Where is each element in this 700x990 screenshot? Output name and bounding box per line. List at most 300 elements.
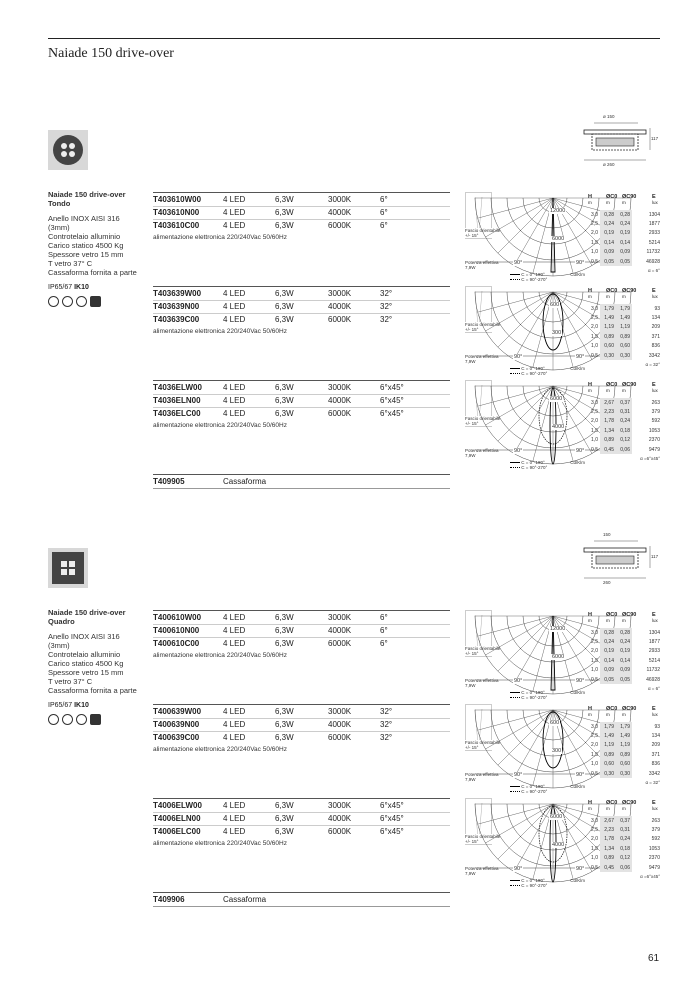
photometry-row [586, 816, 662, 825]
photometry-col [622, 288, 636, 300]
photometry-cell: 5214 [648, 657, 660, 664]
photometry-cell: 0,89 [600, 854, 616, 863]
photometry-row [586, 229, 662, 238]
photometry-cell: 1,5 [591, 657, 598, 664]
photometry-cell: 0,06 [616, 445, 632, 454]
col-unit: m [622, 712, 626, 717]
photometry-row [586, 426, 662, 435]
polar-legend [510, 366, 585, 376]
photometry-cell: 3,0 [591, 629, 598, 636]
photometry-cell: 2933 [648, 230, 660, 237]
photometry-cell: 2,0 [591, 648, 598, 655]
cell: 4 LED [223, 639, 246, 648]
spec-line: Cassaforma fornita a parte [48, 686, 137, 695]
photometry-cell: 209 [651, 324, 660, 331]
dimension-top: 150 [603, 532, 611, 537]
potenza-label: Potenza effettiva 7,9W [465, 448, 499, 458]
photometry-cell: 0,45 [600, 863, 616, 872]
spec-line: Carico statico 4500 Kg [48, 659, 124, 668]
photometry-cell: 0,05 [616, 257, 632, 266]
beam-angle: α = 32° [645, 362, 660, 367]
photometry-row [586, 323, 662, 332]
photometry-cell: 263 [651, 399, 660, 406]
legend-c0 [510, 878, 585, 883]
photometry-row [586, 417, 662, 426]
photometry-row [586, 637, 662, 646]
col-head: H [588, 706, 592, 712]
photometry-cell: 1,0 [591, 437, 598, 444]
photometry-cell: 0,05 [600, 675, 616, 684]
photometry-col [588, 194, 592, 206]
col-unit: m [588, 618, 592, 623]
photometry-cell: 0,14 [616, 656, 632, 665]
product-code: T403639W00 [153, 289, 202, 298]
photometry-cell: 0,5 [591, 446, 598, 453]
group-rule [153, 286, 450, 287]
photometry-cell: 1,0 [591, 761, 598, 768]
product-code: T400639N00 [153, 720, 200, 729]
photometry-col [606, 800, 617, 812]
photometry-cell: 0,28 [600, 210, 616, 219]
spec-line: Controtelaio alluminio [48, 650, 121, 659]
legend-c0 [510, 272, 585, 277]
table-row [153, 612, 450, 624]
col-unit: lux [652, 712, 658, 717]
photometry-cell: 2,0 [591, 418, 598, 425]
photometry-cell: 1,79 [600, 722, 616, 731]
photometry-cell: 0,28 [616, 628, 632, 637]
photometry-cell: 1,78 [600, 835, 616, 844]
cell: 6,3W [275, 383, 294, 392]
product-code: T400610C00 [153, 639, 200, 648]
photometry-cell: 263 [651, 817, 660, 824]
group-rule [153, 192, 450, 193]
ip-rating [48, 702, 89, 709]
polar-label: 6000 [552, 654, 565, 660]
photometry-cell: 0,19 [616, 229, 632, 238]
legend-c0 [510, 460, 585, 465]
cell: 32° [380, 720, 393, 729]
legend-c90-text: C = 90°-270° [521, 789, 548, 794]
photometry-col [588, 800, 592, 812]
photometry-cell: 2,0 [591, 324, 598, 331]
legend-c90-text: C = 90°-270° [521, 883, 548, 888]
polar-label: 6000 [550, 396, 563, 402]
product-code: T403639C00 [153, 315, 200, 324]
photometry-table [586, 816, 662, 872]
photometry-row [586, 407, 662, 416]
photometry-cell: 2,23 [600, 407, 616, 416]
cell: 4 LED [223, 195, 246, 204]
polar-label: 90° [576, 678, 585, 684]
photometry-cell: 0,37 [616, 816, 632, 825]
col-unit: m [622, 200, 626, 205]
cell: 4 LED [223, 409, 246, 418]
triangle-icon [62, 296, 73, 307]
photometry-col [622, 194, 636, 206]
photometry-cell: 1,5 [591, 239, 598, 246]
photometry-table [586, 628, 662, 684]
photometry-col [652, 288, 658, 300]
dimension-drawing [582, 120, 660, 170]
ip-value: IP65/67 [48, 702, 73, 709]
spec-line: Carico statico 4500 Kg [48, 241, 124, 250]
photometry-cell: 1,0 [591, 667, 598, 674]
product-code: T4036ELC00 [153, 409, 201, 418]
legend-c0-text: C = 0°-180° [521, 366, 545, 371]
col-unit: m [606, 712, 610, 717]
photometry-cell: 592 [651, 418, 660, 425]
power-supply-note: alimentazione elettronica 220/240Vac 50/60Hz [153, 422, 287, 429]
photometry-cell: 0,09 [600, 248, 616, 257]
cell: 4 LED [223, 302, 246, 311]
spec-line: T vetro 37° C [48, 259, 93, 268]
table-row [153, 395, 450, 407]
photometry-cell: 0,60 [616, 342, 632, 351]
col-head: ØC0 [606, 800, 618, 806]
power-supply-note: alimentazione elettronica 220/240Vac 50/60Hz [153, 652, 287, 659]
polar-label: 90° [514, 866, 523, 872]
accessory-row [153, 476, 450, 488]
product-code: T400610W00 [153, 613, 202, 622]
col-unit: lux [652, 806, 658, 811]
photometry-cell: 836 [651, 761, 660, 768]
accessory-name: Cassaforma [223, 477, 267, 486]
photometry-cell: 0,5 [591, 352, 598, 359]
cell: 6,3W [275, 409, 294, 418]
cell: 6,3W [275, 613, 294, 622]
polar-label: 90° [576, 354, 585, 360]
col-head: E [652, 706, 656, 712]
cell: 4000K [328, 814, 352, 823]
accessory-bottom-rule [153, 488, 450, 489]
photometry-cell: 1,19 [600, 741, 616, 750]
photometry-cell: 379 [651, 827, 660, 834]
product-image-square [48, 548, 88, 588]
table-row [153, 638, 450, 650]
legend-unit: Cd/Klm [570, 784, 585, 789]
table-row [153, 288, 450, 300]
beam-angle: α = 6° [647, 686, 660, 691]
photometry-cell: 1,0 [591, 343, 598, 350]
cell: 3000K [328, 195, 352, 204]
accessory-code: T409905 [153, 477, 185, 486]
photometry-cell: 2,0 [591, 836, 598, 843]
beam-angle: α = 6° [647, 268, 660, 273]
spec-line: Cassaforma fornita a parte [48, 268, 137, 277]
photometry-row [586, 436, 662, 445]
photometry-cell: 0,37 [616, 398, 632, 407]
potenza-label: Potenza effettiva 7,9W [465, 260, 499, 270]
legend-c0 [510, 690, 585, 695]
product-code: T4006ELC00 [153, 827, 201, 836]
col-head: E [652, 382, 656, 388]
photometry-row [586, 750, 662, 759]
fascio-label: Fascio orientabile +/- 15° [465, 416, 505, 426]
photometry-row [586, 854, 662, 863]
photometry-cell: 0,31 [616, 407, 632, 416]
col-unit: m [588, 294, 592, 299]
cell: 6° [380, 208, 388, 217]
polar-label: 300 [552, 330, 562, 336]
col-head: H [588, 194, 592, 200]
cell: 6,3W [275, 195, 294, 204]
photometry-cell: 209 [651, 742, 660, 749]
photometry-cell: 0,45 [600, 445, 616, 454]
cell: 6,3W [275, 221, 294, 230]
product-code: T400639W00 [153, 707, 202, 716]
cell: 6,3W [275, 707, 294, 716]
photometry-cell: 371 [651, 751, 660, 758]
polar-legend [510, 690, 585, 700]
col-head: ØC90 [622, 288, 637, 294]
photometry-cell: 0,60 [616, 760, 632, 769]
col-head: ØC0 [606, 612, 618, 618]
photometry-cell: 1,49 [600, 731, 616, 740]
photometry-col [652, 706, 658, 718]
photometry-col [606, 194, 617, 206]
photometry-cell: 134 [651, 315, 660, 322]
spec-line: (3mm) [48, 223, 70, 232]
cell: 4 LED [223, 613, 246, 622]
spec-line: Anello INOX AISI 316 [48, 214, 120, 223]
cell: 4 LED [223, 707, 246, 716]
col-unit: m [606, 618, 610, 623]
fascio-label: Fascio orientabile +/- 15° [465, 834, 505, 844]
group-rule [153, 704, 450, 705]
photometry-row [586, 210, 662, 219]
photometry-cell: 3,0 [591, 305, 598, 312]
cell: 6°x45° [380, 814, 404, 823]
col-unit: lux [652, 388, 658, 393]
col-head: ØC0 [606, 288, 618, 294]
photometry-cell: 0,5 [591, 770, 598, 777]
photometry-cell: 0,28 [616, 210, 632, 219]
legend-unit: Cd/Klm [570, 460, 585, 465]
polar-label: 90° [514, 260, 523, 266]
car-icon [90, 714, 101, 725]
col-head: H [588, 382, 592, 388]
group-rule [153, 610, 450, 611]
photometry-col [606, 288, 617, 300]
legend-unit: Cd/Klm [570, 690, 585, 695]
photometry-cell: 0,12 [616, 436, 632, 445]
product-description [48, 608, 148, 695]
cell: 4 LED [223, 814, 246, 823]
cell: 6°x45° [380, 827, 404, 836]
photometry-cell: 0,31 [616, 825, 632, 834]
potenza-label: Potenza effettiva 7,9W [465, 772, 499, 782]
product-code: T403610C00 [153, 221, 200, 230]
photometry-cell: 3342 [648, 770, 660, 777]
cell: 4 LED [223, 733, 246, 742]
product-code: T403610N00 [153, 208, 200, 217]
potenza-label: Potenza effettiva 7,9W [465, 354, 499, 364]
photometry-cell: 0,30 [600, 351, 616, 360]
cell: 6° [380, 626, 388, 635]
photometry-cell: 1,34 [600, 844, 616, 853]
legend-c90 [510, 465, 585, 470]
polar-legend [510, 460, 585, 470]
cell: 6000K [328, 733, 352, 742]
photometry-cell: 0,24 [616, 417, 632, 426]
cell: 32° [380, 289, 393, 298]
photometry-cell: 0,5 [591, 864, 598, 871]
cell: 4000K [328, 720, 352, 729]
col-head: E [652, 288, 656, 294]
cell: 6000K [328, 827, 352, 836]
photometry-cell: 3,0 [591, 723, 598, 730]
photometry-row [586, 219, 662, 228]
photometry-cell: 0,5 [591, 676, 598, 683]
photometry-row [586, 342, 662, 351]
photometry-cell: 9479 [648, 864, 660, 871]
photometry-cell: 0,24 [600, 219, 616, 228]
product-code: T4036ELW00 [153, 383, 202, 392]
cell: 6000K [328, 639, 352, 648]
photometry-row [586, 257, 662, 266]
photometry-cell: 2,0 [591, 742, 598, 749]
photometry-cell: 0,24 [616, 637, 632, 646]
photometry-col [652, 800, 658, 812]
cell: 6,3W [275, 302, 294, 311]
photometry-col [606, 706, 617, 718]
photometry-cell: 1304 [648, 629, 660, 636]
polar-label: 600 [550, 720, 560, 726]
table-row [153, 813, 450, 825]
cell: 4 LED [223, 221, 246, 230]
photometry-cell: 1,5 [591, 845, 598, 852]
ik-label: IK10 [74, 702, 89, 709]
polar-label: 90° [514, 678, 523, 684]
cell: 3000K [328, 613, 352, 622]
polar-label: 90° [576, 260, 585, 266]
gear-icon [76, 296, 87, 307]
table-row [153, 207, 450, 219]
beam-angle: α =6°x45° [640, 874, 660, 879]
photometry-cell: 0,89 [600, 332, 616, 341]
photometry-row [586, 332, 662, 341]
photometry-cell: 371 [651, 333, 660, 340]
photometry-cell: 1,34 [600, 426, 616, 435]
col-head: H [588, 612, 592, 618]
polar-label: 12000 [550, 208, 566, 214]
spec-line: Anello INOX AISI 316 [48, 632, 120, 641]
cell: 4 LED [223, 801, 246, 810]
table-row [153, 800, 450, 812]
photometry-cell: 0,19 [600, 647, 616, 656]
polar-label: 4000 [552, 424, 565, 430]
col-unit: m [588, 388, 592, 393]
cell: 6°x45° [380, 396, 404, 405]
dimension-bottom: ø 260 [603, 162, 615, 167]
legend-c0 [510, 784, 585, 789]
photometry-cell: 2933 [648, 648, 660, 655]
cell: 6000K [328, 409, 352, 418]
cell: 4000K [328, 396, 352, 405]
legend-c90-text: C = 90°-270° [521, 371, 548, 376]
col-head: ØC90 [622, 706, 637, 712]
legend-c0-text: C = 0°-180° [521, 784, 545, 789]
potenza-label: Potenza effettiva 7,9W [465, 866, 499, 876]
col-head: ØC0 [606, 194, 618, 200]
cell: 6,3W [275, 720, 294, 729]
legend-c90 [510, 371, 585, 376]
photometry-cell: 0,89 [616, 750, 632, 759]
photometry-cell: 2,5 [591, 827, 598, 834]
spec-line: Spessore vetro 15 mm [48, 250, 124, 259]
group-rule [153, 380, 450, 381]
photometry-col [622, 800, 636, 812]
cell: 6,3W [275, 639, 294, 648]
product-code: T400610N00 [153, 626, 200, 635]
photometry-cell: 0,30 [616, 769, 632, 778]
photometry-cell: 2,5 [591, 315, 598, 322]
cell: 6°x45° [380, 409, 404, 418]
photometry-cell: 0,19 [616, 647, 632, 656]
photometry-cell: 1,0 [591, 855, 598, 862]
cell: 6° [380, 221, 388, 230]
col-unit: m [606, 294, 610, 299]
table-row [153, 314, 450, 326]
product-name: Naiade 150 drive-over [48, 190, 126, 199]
polar-label: 90° [576, 772, 585, 778]
photometry-row [586, 825, 662, 834]
photometry-cell: 2,23 [600, 825, 616, 834]
table-row [153, 301, 450, 313]
photometry-cell: 2,5 [591, 639, 598, 646]
photometry-cell: 9479 [648, 446, 660, 453]
cell: 6° [380, 613, 388, 622]
photometry-cell: 1,0 [591, 249, 598, 256]
photometry-col [606, 382, 617, 394]
photometry-cell: 0,24 [616, 219, 632, 228]
fascio-label: Fascio orientabile +/- 15° [465, 646, 505, 656]
photometry-row [586, 769, 662, 778]
cell: 6,3W [275, 315, 294, 324]
polar-label: 90° [514, 772, 523, 778]
photometry-row [586, 445, 662, 454]
photometry-cell: 0,09 [600, 666, 616, 675]
col-unit: lux [652, 618, 658, 623]
accessory-row [153, 894, 450, 906]
photometry-cell: 0,89 [600, 750, 616, 759]
photometry-cell: 3,0 [591, 211, 598, 218]
cell: 6,3W [275, 396, 294, 405]
car-icon [90, 296, 101, 307]
photometry-cell: 0,09 [616, 248, 632, 257]
legend-unit: Cd/Klm [570, 272, 585, 277]
photometry-cell: 2,5 [591, 221, 598, 228]
table-row [153, 408, 450, 420]
col-head: ØC90 [622, 612, 637, 618]
photometry-col [588, 706, 592, 718]
product-description [48, 190, 148, 277]
cell: 6,3W [275, 827, 294, 836]
photometry-row [586, 248, 662, 257]
product-code: T4006ELW00 [153, 801, 202, 810]
photometry-cell: 0,06 [616, 863, 632, 872]
certification-icons [48, 714, 101, 725]
photometry-col [652, 194, 658, 206]
col-head: ØC0 [606, 706, 618, 712]
cell: 4 LED [223, 626, 246, 635]
photometry-cell: 1,79 [600, 304, 616, 313]
dimension-side: 117 [651, 136, 659, 141]
photometry-cell: 0,60 [600, 342, 616, 351]
photometry-cell: 1,19 [616, 741, 632, 750]
polar-label: 300 [552, 748, 562, 754]
